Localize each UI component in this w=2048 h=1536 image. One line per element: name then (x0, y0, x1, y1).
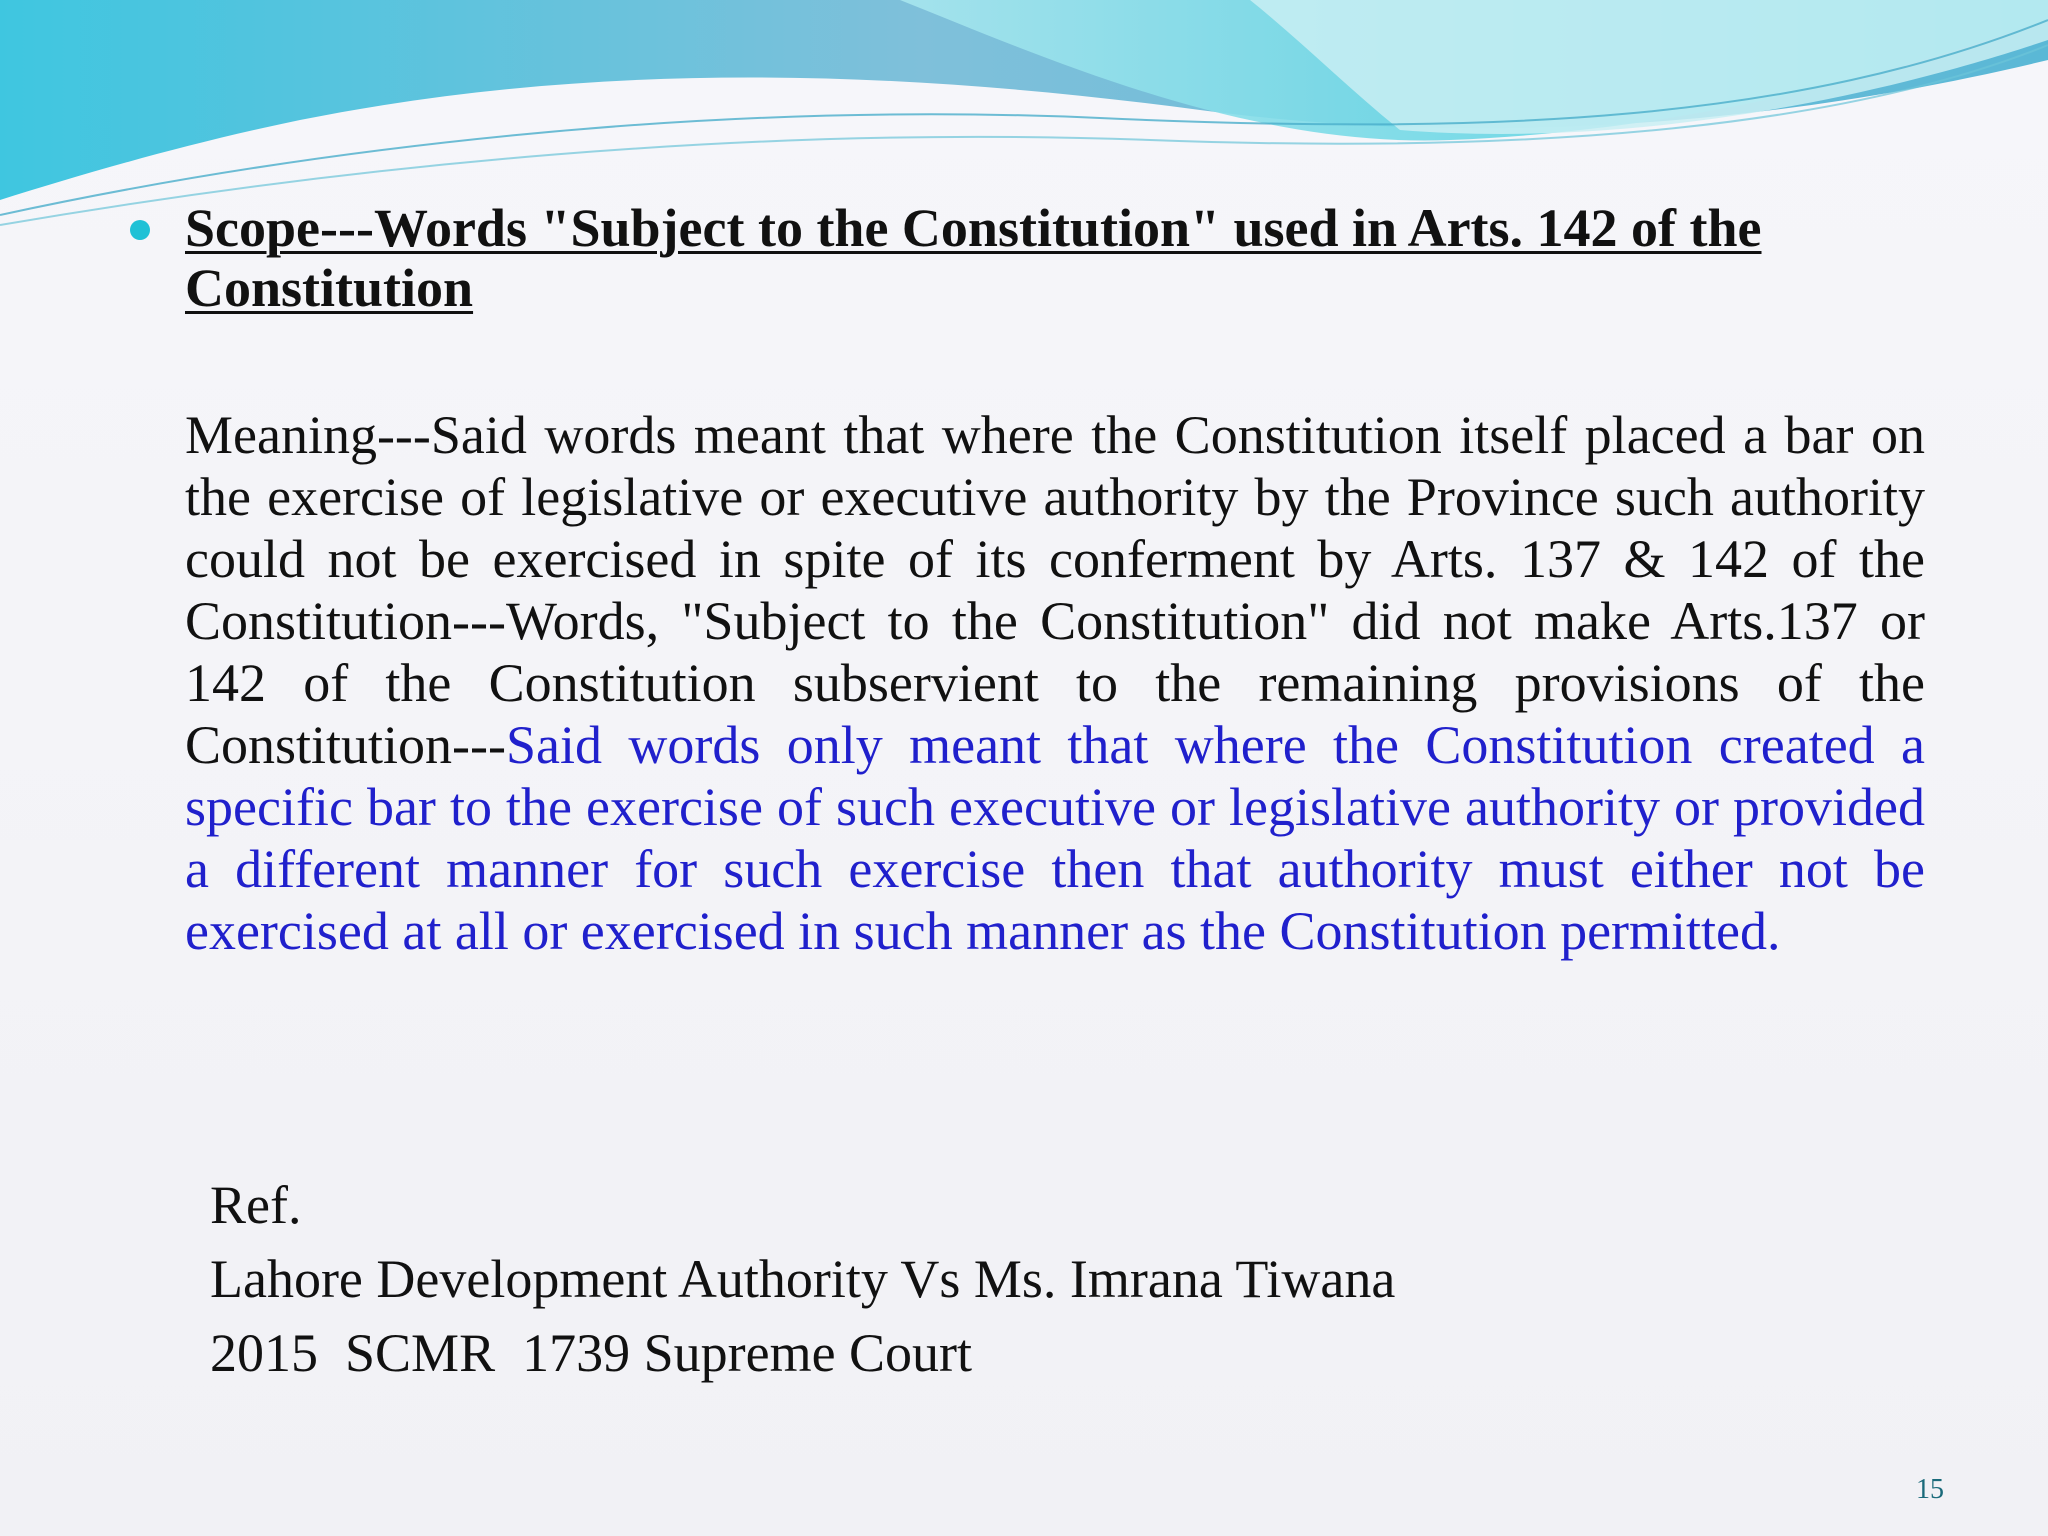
body-paragraph (185, 404, 1925, 962)
bullet-icon (130, 220, 150, 240)
reference-label: Ref. (210, 1175, 302, 1235)
slide-heading: Scope---Words "Subject to the Constitution" used in Arts. 142 of the Constitution (185, 198, 1762, 318)
reference-case: Lahore Development Authority Vs Ms. Imrana Tiwana (210, 1249, 1396, 1309)
body-text-highlight: Said words only meant that where the Constitution created a specific bar to the exercise of such executive or legislative authority or provided a different manner for such exercise then that authority must either not be exercised at all or exercised in such manner as the Constitution permitted. (185, 715, 1925, 961)
reference-block (210, 1168, 1395, 1390)
reference-citation: 2015 SCMR 1739 Supreme Court (210, 1323, 973, 1383)
page-number: 15 (1916, 1474, 1944, 1505)
body-text-plain: Meaning---Said words meant that where the Constitution itself placed a bar on the exercise of legislative or executive authority by the Province such authority could not be exercised in spite of its conferment by Arts. 137 & 142 of the Constitution---Words, "Subject to the Constitution" did not make Arts.137 or 142 of the Constitution subservient to the remaining provisions of the Constitution--- (185, 405, 1925, 775)
